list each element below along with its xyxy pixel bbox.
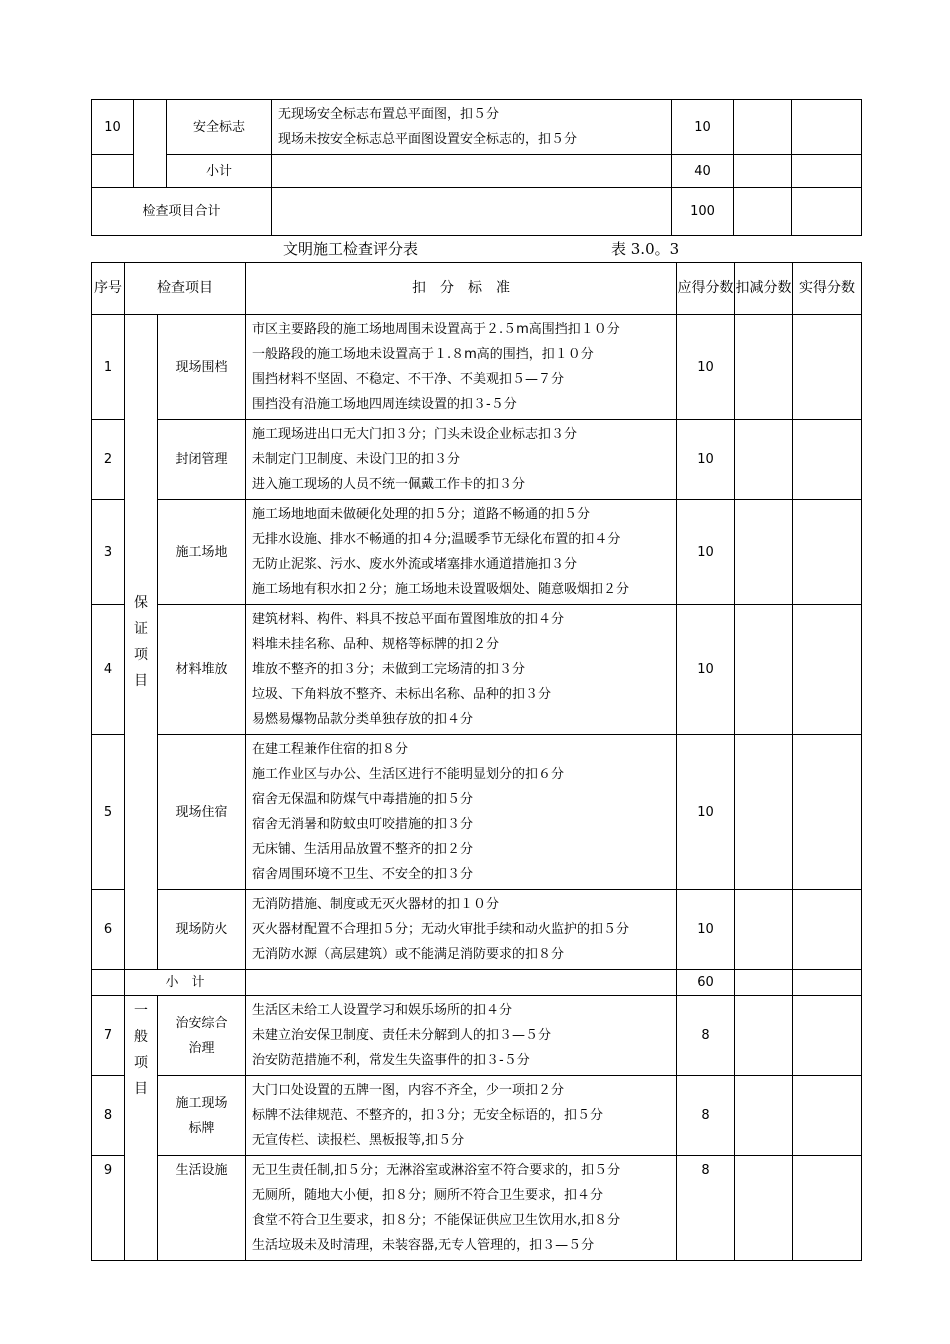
due-score: 10 bbox=[677, 890, 735, 970]
header-deduct: 扣减分数 bbox=[735, 263, 793, 315]
table-number: 表 3.0。3 bbox=[611, 240, 680, 258]
deduction-standard: 市区主要路段的施工场地周围未设置高于２.５m高围挡扣１０分 一般路段的施工场地未设置高于１.８m高的围挡，扣１０分 围挡材料不坚固、不稳定、不干净、不美观扣５—７分 围挡没有沿施工场地四周连续设置的扣３-５分 bbox=[246, 315, 677, 420]
row-number: 6 bbox=[92, 890, 125, 970]
deducted-score[interactable] bbox=[735, 996, 793, 1076]
deducted-score[interactable] bbox=[735, 890, 793, 970]
due-score: 10 bbox=[677, 420, 735, 500]
due-score: 10 bbox=[677, 315, 735, 420]
actual-score[interactable] bbox=[793, 500, 862, 605]
row-number: 3 bbox=[92, 500, 125, 605]
deduction-standard: 施工现场进出口无大门扣３分；门头未设企业标志扣３分 未制定门卫制度、未设门卫的扣３分 进入施工现场的人员不统一佩戴工作卡的扣３分 bbox=[246, 420, 677, 500]
total-score: 100 bbox=[672, 188, 734, 236]
header-item: 检查项目 bbox=[125, 263, 246, 315]
deduction-standard bbox=[272, 188, 672, 236]
deducted-score[interactable] bbox=[735, 605, 793, 735]
due-score: 8 bbox=[677, 1076, 735, 1156]
check-item: 生活设施 bbox=[158, 1156, 246, 1261]
actual-score[interactable] bbox=[793, 1156, 862, 1261]
subtotal-score: 60 bbox=[677, 970, 735, 996]
due-score: 8 bbox=[677, 1156, 735, 1261]
row-number: 4 bbox=[92, 605, 125, 735]
deducted-score[interactable] bbox=[734, 155, 792, 188]
subtotal-label: 小计 bbox=[167, 155, 272, 188]
group-cell bbox=[134, 100, 167, 188]
due-score: 10 bbox=[677, 735, 735, 890]
deducted-score[interactable] bbox=[734, 188, 792, 236]
row-number: 9 bbox=[92, 1156, 125, 1261]
check-item: 施工场地 bbox=[158, 500, 246, 605]
table-title: 文明施工检查评分表 bbox=[283, 240, 419, 258]
deducted-score[interactable] bbox=[735, 1076, 793, 1156]
due-score: 10 bbox=[677, 605, 735, 735]
row-number: 8 bbox=[92, 1076, 125, 1156]
row-number: 7 bbox=[92, 996, 125, 1076]
header-actual: 实得分数 bbox=[793, 263, 862, 315]
total-label: 检查项目合计 bbox=[92, 188, 272, 236]
check-item: 现场住宿 bbox=[158, 735, 246, 890]
row-number: 10 bbox=[92, 100, 134, 155]
actual-score[interactable] bbox=[792, 155, 862, 188]
header-standard: 扣 分 标 准 bbox=[246, 263, 677, 315]
row-number: 2 bbox=[92, 420, 125, 500]
actual-score[interactable] bbox=[793, 890, 862, 970]
due-score: 8 bbox=[677, 996, 735, 1076]
due-score: 10 bbox=[677, 500, 735, 605]
actual-score[interactable] bbox=[793, 996, 862, 1076]
check-item: 现场防火 bbox=[158, 890, 246, 970]
actual-score[interactable] bbox=[792, 100, 862, 155]
actual-score[interactable] bbox=[793, 420, 862, 500]
actual-score[interactable] bbox=[793, 970, 862, 996]
actual-score[interactable] bbox=[792, 188, 862, 236]
deducted-score[interactable] bbox=[735, 735, 793, 890]
deduction-standard: 建筑材料、构件、料具不按总平面布置图堆放的扣４分 料堆未挂名称、品种、规格等标牌的扣２分 堆放不整齐的扣３分；未做到工完场清的扣３分 垃圾、下角料放不整齐、未标出名称、品种的扣３分 易燃易爆物品款分类单独存放的扣４分 bbox=[246, 605, 677, 735]
row-number: 5 bbox=[92, 735, 125, 890]
deducted-score[interactable] bbox=[735, 420, 793, 500]
deduction-standard: 无消防措施、制度或无灭火器材的扣１０分 灭火器材配置不合理扣５分；无动火审批手续和动火监护的扣５分 无消防水源（高层建筑）或不能满足消防要求的扣８分 bbox=[246, 890, 677, 970]
civilized-construction-score-table bbox=[91, 262, 862, 1261]
subtotal-label: 小 计 bbox=[125, 970, 246, 996]
check-item: 材料堆放 bbox=[158, 605, 246, 735]
actual-score[interactable] bbox=[793, 735, 862, 890]
row-number: 1 bbox=[92, 315, 125, 420]
row-number bbox=[92, 970, 125, 996]
actual-score[interactable] bbox=[793, 1076, 862, 1156]
previous-score-table bbox=[91, 99, 862, 236]
actual-score[interactable] bbox=[793, 605, 862, 735]
deduction-standard: 施工场地地面未做硬化处理的扣５分；道路不畅通的扣５分 无排水设施、排水不畅通的扣４分;温暖季节无绿化布置的扣４分 无防止泥浆、污水、废水外流或堵塞排水通道措施扣３分 施工场地有积水扣２分；施工场地未设置吸烟处、随意吸烟扣２分 bbox=[246, 500, 677, 605]
group-general: 一般项目 bbox=[125, 996, 158, 1261]
deducted-score[interactable] bbox=[735, 315, 793, 420]
check-item: 施工现场标牌 bbox=[158, 1076, 246, 1156]
group-guarantee: 保证项目 bbox=[125, 315, 158, 970]
deduction-standard: 无现场安全标志布置总平面图，扣５分 现场未按安全标志总平面图设置安全标志的，扣５分 bbox=[272, 100, 672, 155]
check-item: 现场围档 bbox=[158, 315, 246, 420]
subtotal-score: 40 bbox=[672, 155, 734, 188]
deducted-score[interactable] bbox=[735, 500, 793, 605]
header-no: 序号 bbox=[92, 263, 125, 315]
check-item: 安全标志 bbox=[167, 100, 272, 155]
deduction-standard: 大门口处设置的五牌一图，内容不齐全，少一项扣２分 标牌不法律规范、不整齐的，扣３分；无安全标语的，扣５分 无宣传栏、读报栏、黑板报等,扣５分 bbox=[246, 1076, 677, 1156]
row-number bbox=[92, 155, 134, 188]
check-item: 封闭管理 bbox=[158, 420, 246, 500]
deduction-standard: 无卫生责任制,扣５分；无淋浴室或淋浴室不符合要求的，扣５分 无厕所，随地大小便，扣８分；厕所不符合卫生要求，扣４分 食堂不符合卫生要求，扣８分；不能保证供应卫生饮用水,扣８分 生活垃圾未及时清理，未装容器,无专人管理的，扣３—５分 bbox=[246, 1156, 677, 1261]
actual-score[interactable] bbox=[793, 315, 862, 420]
deducted-score[interactable] bbox=[734, 100, 792, 155]
deduction-standard: 在建工程兼作住宿的扣８分 施工作业区与办公、生活区进行不能明显划分的扣６分 宿舍无保温和防煤气中毒措施的扣５分 宿舍无消暑和防蚊虫叮咬措施的扣３分 无床铺、生活用品放置不整齐的扣２分 宿舍周围环境不卫生、不安全的扣３分 bbox=[246, 735, 677, 890]
deduction-standard bbox=[272, 155, 672, 188]
deduction-standard: 生活区未给工人设置学习和娱乐场所的扣４分 未建立治安保卫制度、责任未分解到人的扣３—５分 治安防范措施不利，常发生失盗事件的扣３-５分 bbox=[246, 996, 677, 1076]
deduction-standard bbox=[246, 970, 677, 996]
deducted-score[interactable] bbox=[735, 970, 793, 996]
deducted-score[interactable] bbox=[735, 1156, 793, 1261]
due-score: 10 bbox=[672, 100, 734, 155]
check-item: 治安综合治理 bbox=[158, 996, 246, 1076]
header-due: 应得分数 bbox=[677, 263, 735, 315]
